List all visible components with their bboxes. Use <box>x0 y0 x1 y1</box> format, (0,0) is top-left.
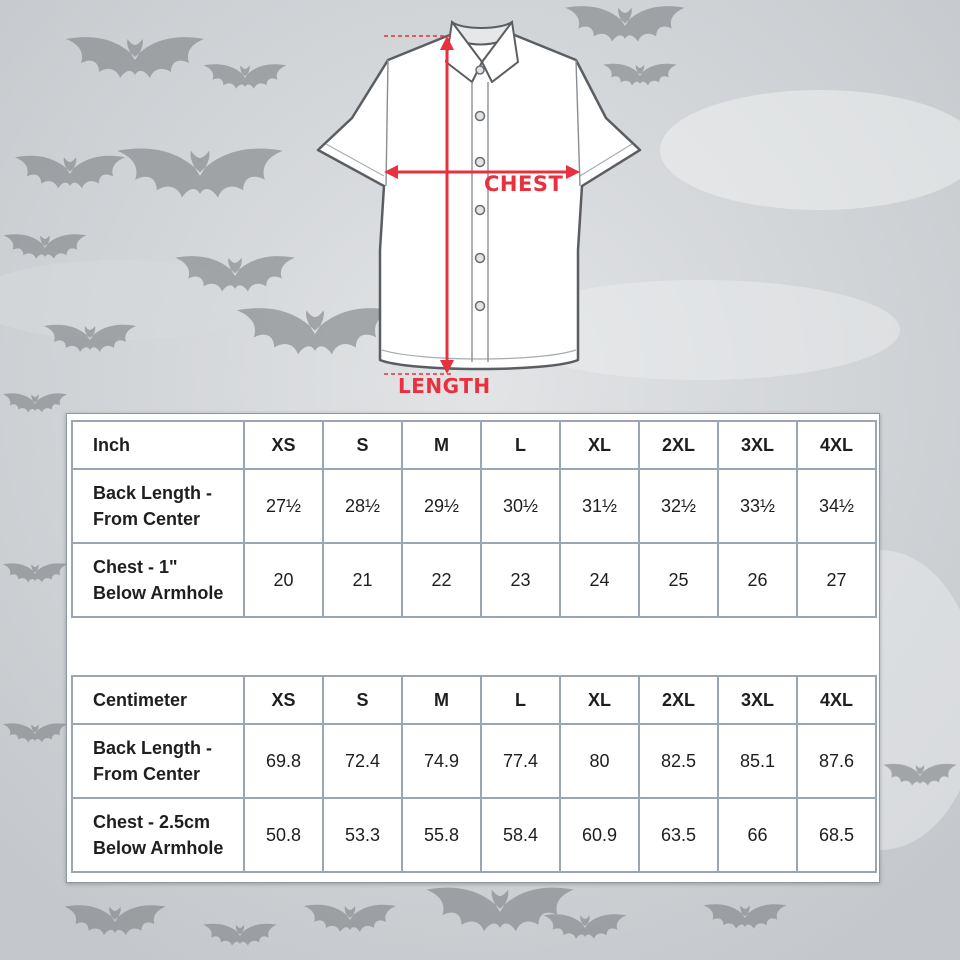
row-label <box>72 798 244 872</box>
table-row <box>72 724 876 798</box>
table-cell: 50.8 <box>244 798 323 872</box>
table-cell: 22 <box>402 543 481 617</box>
inch-size-table <box>71 420 877 618</box>
size-header: L <box>481 676 560 724</box>
size-header: M <box>402 421 481 469</box>
size-header: XL <box>560 676 639 724</box>
size-header: 3XL <box>718 676 797 724</box>
table-cell: 20 <box>244 543 323 617</box>
table-cell: 72.4 <box>323 724 402 798</box>
table-cell: 66 <box>718 798 797 872</box>
table-cell: 28½ <box>323 469 402 543</box>
row-label-line: Chest - 2.5cm <box>93 812 211 832</box>
centimeter-size-table <box>71 675 877 873</box>
table-cell: 30½ <box>481 469 560 543</box>
size-header: 3XL <box>718 421 797 469</box>
row-label-line: From Center <box>93 764 201 784</box>
size-header: 2XL <box>639 676 718 724</box>
table-cell: 27 <box>797 543 876 617</box>
size-header: 4XL <box>797 676 876 724</box>
table-cell: 80 <box>560 724 639 798</box>
table-header-row <box>72 676 876 724</box>
table-cell: 32½ <box>639 469 718 543</box>
size-header: 2XL <box>639 421 718 469</box>
table-cell: 63.5 <box>639 798 718 872</box>
table-cell: 58.4 <box>481 798 560 872</box>
size-header: S <box>323 421 402 469</box>
table-cell: 85.1 <box>718 724 797 798</box>
table-cell: 69.8 <box>244 724 323 798</box>
table-row <box>72 469 876 543</box>
table-cell: 33½ <box>718 469 797 543</box>
table-row <box>72 543 876 617</box>
table-cell: 21 <box>323 543 402 617</box>
size-header: 4XL <box>797 421 876 469</box>
row-label <box>72 724 244 798</box>
length-label: LENGTH <box>398 374 491 398</box>
row-label-line: From Center <box>93 509 201 529</box>
size-header: M <box>402 676 481 724</box>
table-cell: 29½ <box>402 469 481 543</box>
row-label <box>72 469 244 543</box>
size-header: XS <box>244 676 323 724</box>
row-label-line: Chest - 1" <box>93 557 178 577</box>
table-cell: 53.3 <box>323 798 402 872</box>
table-header-row <box>72 421 876 469</box>
table-cell: 31½ <box>560 469 639 543</box>
size-chart-panel <box>66 413 880 883</box>
table-cell: 87.6 <box>797 724 876 798</box>
table-cell: 23 <box>481 543 560 617</box>
chest-label: CHEST <box>484 172 564 196</box>
table-cell: 74.9 <box>402 724 481 798</box>
table-cell: 82.5 <box>639 724 718 798</box>
size-header: L <box>481 421 560 469</box>
table-cell: 68.5 <box>797 798 876 872</box>
table-cell: 34½ <box>797 469 876 543</box>
table-cell: 60.9 <box>560 798 639 872</box>
unit-label: Inch <box>72 421 244 469</box>
row-label-line: Back Length - <box>93 738 213 758</box>
shirt-outline-icon <box>318 22 640 369</box>
row-label-line: Back Length - <box>93 483 213 503</box>
table-cell: 25 <box>639 543 718 617</box>
table-row <box>72 798 876 872</box>
size-header: S <box>323 676 402 724</box>
table-cell: 55.8 <box>402 798 481 872</box>
row-label <box>72 543 244 617</box>
size-header: XL <box>560 421 639 469</box>
size-header: XS <box>244 421 323 469</box>
row-label-line: Below Armhole <box>93 838 224 858</box>
table-cell: 24 <box>560 543 639 617</box>
table-cell: 27½ <box>244 469 323 543</box>
shirt-diagram <box>0 0 960 410</box>
unit-label: Centimeter <box>72 676 244 724</box>
table-cell: 26 <box>718 543 797 617</box>
row-label-line: Below Armhole <box>93 583 224 603</box>
table-cell: 77.4 <box>481 724 560 798</box>
